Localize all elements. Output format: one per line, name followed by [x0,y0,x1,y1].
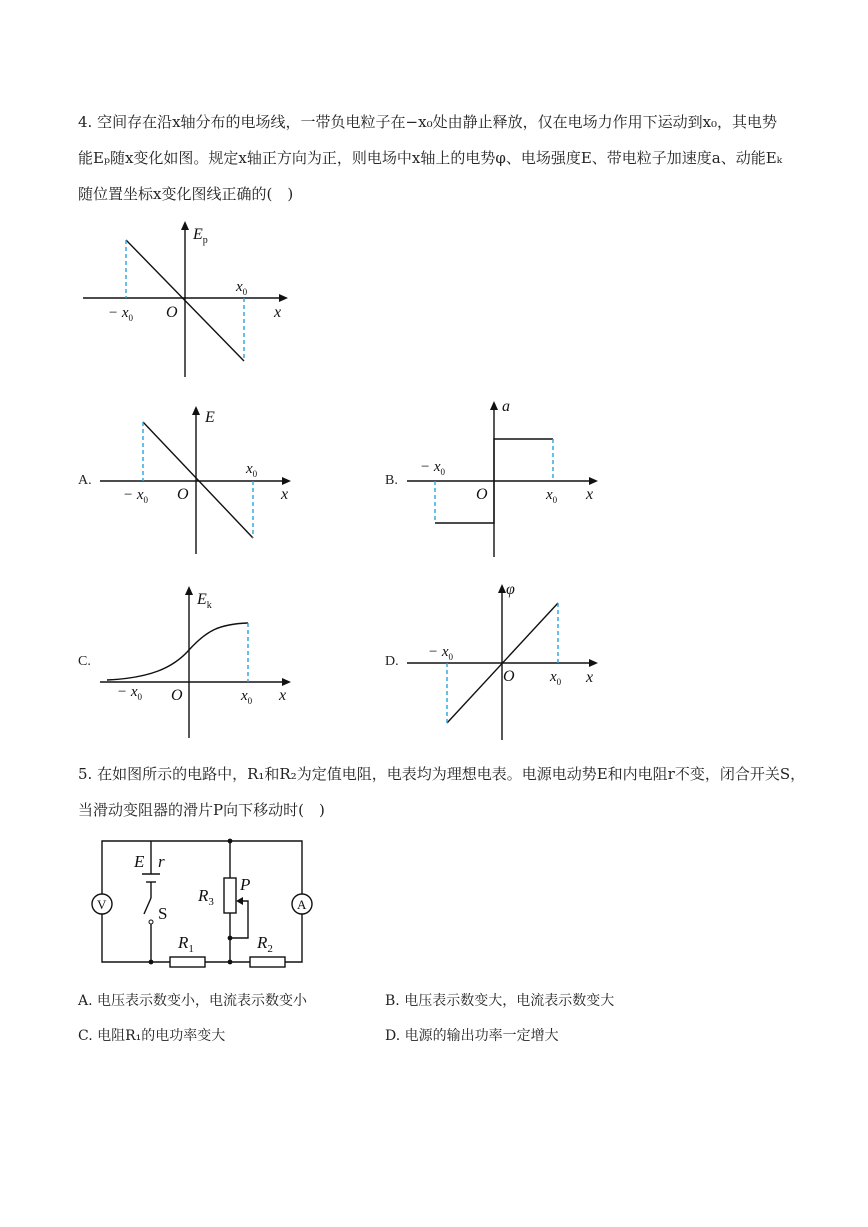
a-pos-tick: $x_0$ [246,461,258,479]
c-y-label: $E_k$ [197,591,212,611]
d-x-label: x [586,669,594,686]
emf-label: E [134,852,145,871]
option-a-label: A. [78,473,92,488]
d-y-label: φ [506,581,515,598]
node-bottom-middle [228,960,233,965]
option-b-graph [402,395,612,563]
voltmeter-label: V [97,897,107,912]
switch-contact-icon [149,920,153,924]
d-pos-tick: $x_0$ [550,669,562,687]
q5-choice-a: A. 电压表示数变小，电流表示数变小 [78,993,308,1009]
r2-label: $R_2$ [257,933,273,955]
c-origin-label: O [171,687,183,704]
node-bottom-left [149,960,154,965]
ep-origin-label: O [166,304,178,321]
q5-line-2: 当滑动变阻器的滑片P向下移动时( ) [78,801,325,819]
d-x-arrow [589,659,598,667]
b-neg-tick: − $x_0$ [420,459,446,477]
b-y-arrow [490,401,498,410]
b-pos-tick: $x_0$ [546,487,558,505]
a-x-label: x [281,486,289,503]
circuit-bottom-wire-right [285,914,302,962]
resistor-r1-icon [170,957,205,967]
ep-y-arrow [181,221,189,230]
switch-blade-icon [144,898,151,914]
rheostat-r3-icon [224,878,236,913]
circuit-diagram [88,836,313,971]
q4-line-2: 能Eₚ随x变化如图。规定x轴正方向为正，则电场中x轴上的电势φ、电场强度E、带电粒子加速度a、动能Eₖ [78,149,783,167]
internal-resistance-label: r [158,852,165,871]
a-curve [143,422,253,538]
a-y-arrow [192,406,200,415]
q5-choice-b: B. 电压表示数变大，电流表示数变大 [385,993,615,1009]
a-neg-tick: − $x_0$ [123,487,149,505]
ep-graph [78,215,298,385]
option-c-label: C. [78,654,91,669]
ammeter-label: A [297,897,307,912]
option-a-graph [95,402,305,562]
ep-y-label: $E_p$ [193,226,208,246]
option-b-label: B. [385,473,398,488]
ep-neg-tick: − $x_0$ [108,305,134,323]
node-slider [228,936,233,941]
resistor-r2-icon [250,957,285,967]
node-top-middle [228,839,233,844]
rheostat-label: $R_3$ [198,886,214,908]
d-neg-tick: − $x_0$ [428,644,454,662]
c-x-arrow [282,678,291,686]
b-x-label: x [586,486,594,503]
c-pos-tick: $x_0$ [241,688,253,706]
a-x-arrow [282,477,291,485]
q5-choice-d: D. 电源的输出功率一定增大 [385,1028,559,1044]
c-x-label: x [279,687,287,704]
q5-line-1: 5. 在如图所示的电路中，R₁和R₂为定值电阻，电表均为理想电表。电源电动势E和内电阻r不变，闭合开关S， [78,765,806,783]
a-y-label: E [205,409,215,426]
slider-arrow-icon [236,897,243,905]
d-origin-label: O [503,668,515,685]
ep-x-label: x [274,304,282,321]
b-x-arrow [589,477,598,485]
c-curve [107,623,248,680]
option-d-label: D. [385,654,399,669]
ep-x-arrow [279,294,288,302]
b-origin-label: O [476,486,488,503]
slider-label: P [240,875,251,894]
q5-choice-c: C. 电阻R₁的电功率变大 [78,1028,226,1044]
c-y-arrow [185,586,193,595]
option-d-graph [402,578,612,748]
switch-label: S [158,904,168,923]
d-y-arrow [498,584,506,593]
option-c-graph [95,580,305,745]
b-y-label: a [502,398,510,415]
a-origin-label: O [177,486,189,503]
q4-line-3: 随位置坐标x变化图线正确的( ) [78,185,294,203]
ep-pos-tick: $x_0$ [236,279,248,297]
q4-line-1: 4. 空间存在沿x轴分布的电场线，一带负电粒子在−x₀处由静止释放，仅在电场力作用下运动到x₀，其电势 [78,113,778,131]
r1-label: $R_1$ [178,933,194,955]
c-neg-tick: − $x_0$ [117,684,143,702]
